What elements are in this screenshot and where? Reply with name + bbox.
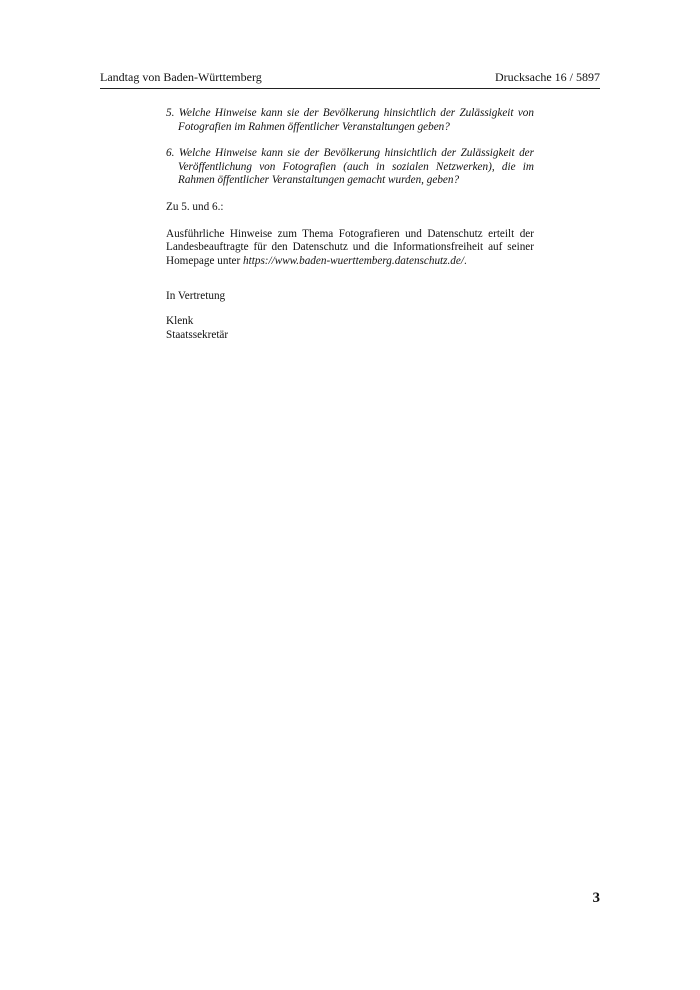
signature-title: Staatssekretär xyxy=(166,328,229,341)
question-number: 5. xyxy=(166,107,175,119)
question-text: Welche Hinweise kann sie der Bevölkerung hinsichtlich der Zulässigkeit von Fotografien im Rahmen öffentlicher Veranstaltungen geben? xyxy=(178,107,534,133)
signature-vertretung: In Vertretung xyxy=(166,290,226,303)
question-text: Welche Hinweise kann sie der Bevölkerung hinsichtlich der Zulässigkeit der Veröffentlichung von Fotografien (auch in sozialen Netzwerken), die im Rahmen öffentlicher Veranstaltungen gemacht wurden, geben? xyxy=(178,147,534,187)
datenschutz-url: https://www.baden-wuerttemberg.datenschutz.de/ xyxy=(243,254,464,267)
page-header xyxy=(100,70,600,89)
page-number: 3 xyxy=(592,890,600,906)
header-document-number: Drucksache 16 / 5897 xyxy=(495,70,600,84)
question-5 xyxy=(166,107,534,134)
question-6 xyxy=(166,147,534,188)
answer-paragraph xyxy=(166,228,534,269)
question-number: 6. xyxy=(166,147,175,160)
answer-end: . xyxy=(463,254,467,267)
document-body xyxy=(166,107,534,342)
answer-text: Ausführliche Hinweise zum Thema Fotografieren und Datenschutz erteilt der Landesbeauftragte für den Datenschutz und die Informationsfreiheit auf seiner Homepage unter xyxy=(166,227,534,267)
signature-name: Klenk xyxy=(166,314,194,327)
header-parliament: Landtag von Baden-Württemberg xyxy=(100,70,262,84)
answer-heading: Zu 5. und 6.: xyxy=(166,200,224,213)
